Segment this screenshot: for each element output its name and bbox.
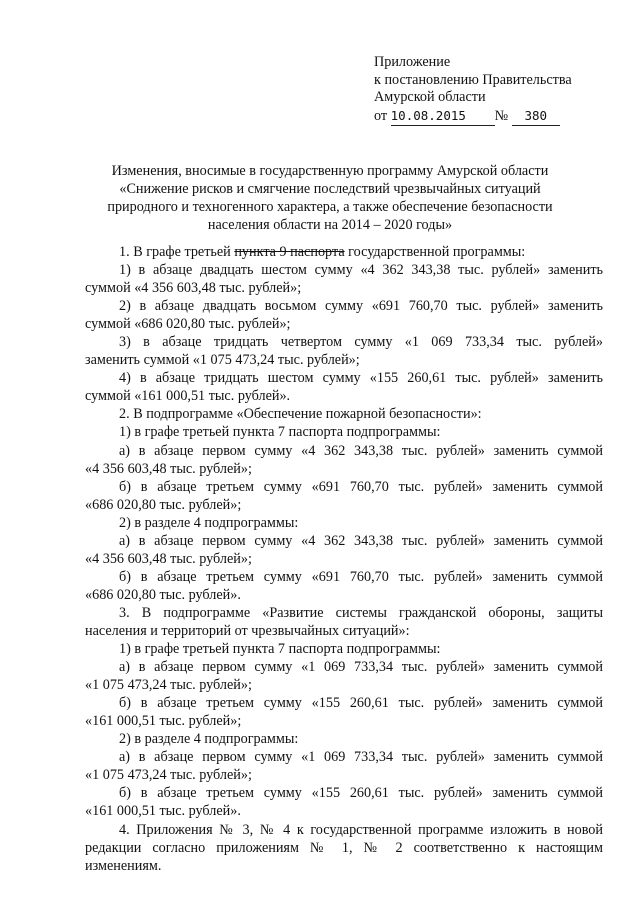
title-line-4: населения области на 2014 – 2020 годы» <box>207 217 453 233</box>
paragraph-8-line-b: «4 356 603,48 тыс. рублей»; <box>85 460 252 477</box>
paragraph-1-text-a: 1. В графе третьей <box>119 244 235 260</box>
paragraph-8-line-a: а) в абзаце первом сумму «4 362 343,38 тыс. рублей» заменить суммой <box>119 442 603 459</box>
paragraph-17: 2) в разделе 4 подпрограммы: <box>119 731 299 748</box>
paragraph-11-line-b: «4 356 603,48 тыс. рублей»; <box>85 550 252 567</box>
appendix-block <box>374 54 624 126</box>
paragraph-13-line-b: населения и территорий от чрезвычайных ситуаций»: <box>85 622 410 639</box>
date-prefix: от <box>374 107 388 124</box>
appendix-line-2: к постановлению Правительства <box>374 71 572 88</box>
paragraph-2-line-b: суммой «4 356 603,48 тыс. рублей»; <box>85 280 302 297</box>
paragraph-2-line-a: 1) в абзаце двадцать шестом сумму «4 362 343,38 тыс. рублей» заменить <box>119 262 603 279</box>
paragraph-14: 1) в графе третьей пункта 7 паспорта подпрограммы: <box>119 641 441 658</box>
number-label: № <box>494 107 509 124</box>
paragraph-18-line-a: а) в абзаце первом сумму «1 069 733,34 тыс. рублей» заменить суммой <box>119 749 603 766</box>
paragraph-4-line-b: заменить суммой «1 075 473,24 тыс. рублей»; <box>85 352 360 369</box>
paragraph-19-line-b: «161 000,51 тыс. рублей». <box>85 803 241 820</box>
paragraph-20-line-a: 4. Приложения № 3, № 4 к государственной программе изложить в новой <box>119 821 603 838</box>
paragraph-1-strikethrough: пункта 9 паспорта <box>234 244 345 260</box>
appendix-date-line <box>374 107 624 127</box>
paragraph-12-line-b: «686 020,80 тыс. рублей». <box>85 586 241 603</box>
paragraph-20-line-b: редакции согласно приложениям № 1, № 2 соответственно к настоящим <box>85 839 603 856</box>
appendix-date: 10.08.2015 <box>390 107 466 123</box>
paragraph-3-line-b: суммой «686 020,80 тыс. рублей»; <box>85 316 291 333</box>
document-body <box>85 243 603 875</box>
paragraph-18-line-b: «1 075 473,24 тыс. рублей»; <box>85 767 252 784</box>
paragraph-16-line-b: «161 000,51 тыс. рублей»; <box>85 713 242 730</box>
document-title <box>100 162 560 234</box>
paragraph-5-line-b: суммой «161 000,51 тыс. рублей». <box>85 388 291 405</box>
paragraph-15-line-a: а) в абзаце первом сумму «1 069 733,34 тыс. рублей» заменить суммой <box>119 659 603 676</box>
paragraph-19-line-a: б) в абзаце третьем сумму «155 260,61 тыс. рублей» заменить суммой <box>119 785 603 802</box>
paragraph-9-line-a: б) в абзаце третьем сумму «691 760,70 тыс. рублей» заменить суммой <box>119 478 603 495</box>
paragraph-9-line-b: «686 020,80 тыс. рублей»; <box>85 496 242 513</box>
paragraph-7: 1) в графе третьей пункта 7 паспорта подпрограммы: <box>119 424 441 441</box>
paragraph-3-line-a: 2) в абзаце двадцать восьмом сумму «691 760,70 тыс. рублей» заменить <box>119 298 603 315</box>
title-line-3: природного и техногенного характера, а также обеспечение безопасности <box>107 199 553 215</box>
paragraph-1-text-b: государственной программы: <box>344 244 526 260</box>
appendix-line-1: Приложение <box>374 54 451 70</box>
paragraph-16-line-a: б) в абзаце третьем сумму «155 260,61 тыс. рублей» заменить суммой <box>119 695 603 712</box>
paragraph-12-line-a: б) в абзаце третьем сумму «691 760,70 тыс. рублей» заменить суммой <box>119 568 603 585</box>
paragraph-5-line-a: 4) в абзаце тридцать шестом сумму «155 260,61 тыс. рублей» заменить <box>119 370 603 387</box>
paragraph-6: 2. В подпрограмме «Обеспечение пожарной безопасности»: <box>119 406 482 423</box>
paragraph-11-line-a: а) в абзаце первом сумму «4 362 343,38 тыс. рублей» заменить суммой <box>119 532 603 549</box>
appendix-number: 380 <box>524 107 548 123</box>
paragraph-20-line-c: изменениям. <box>85 857 162 874</box>
paragraph-4-line-a: 3) в абзаце тридцать четвертом сумму «1 069 733,34 тыс. рублей» <box>119 334 603 351</box>
title-line-2: «Снижение рисков и смягчение последствий чрезвычайных ситуаций <box>119 181 541 197</box>
paragraph-1 <box>85 243 603 261</box>
paragraph-13-line-a: 3. В подпрограмме «Развитие системы гражданской обороны, защиты <box>119 604 603 621</box>
paragraph-10: 2) в разделе 4 подпрограммы: <box>119 514 299 531</box>
paragraph-15-line-b: «1 075 473,24 тыс. рублей»; <box>85 677 252 694</box>
title-line-1: Изменения, вносимые в государственную программу Амурской области <box>111 163 549 179</box>
appendix-line-3: Амурской области <box>374 89 486 105</box>
